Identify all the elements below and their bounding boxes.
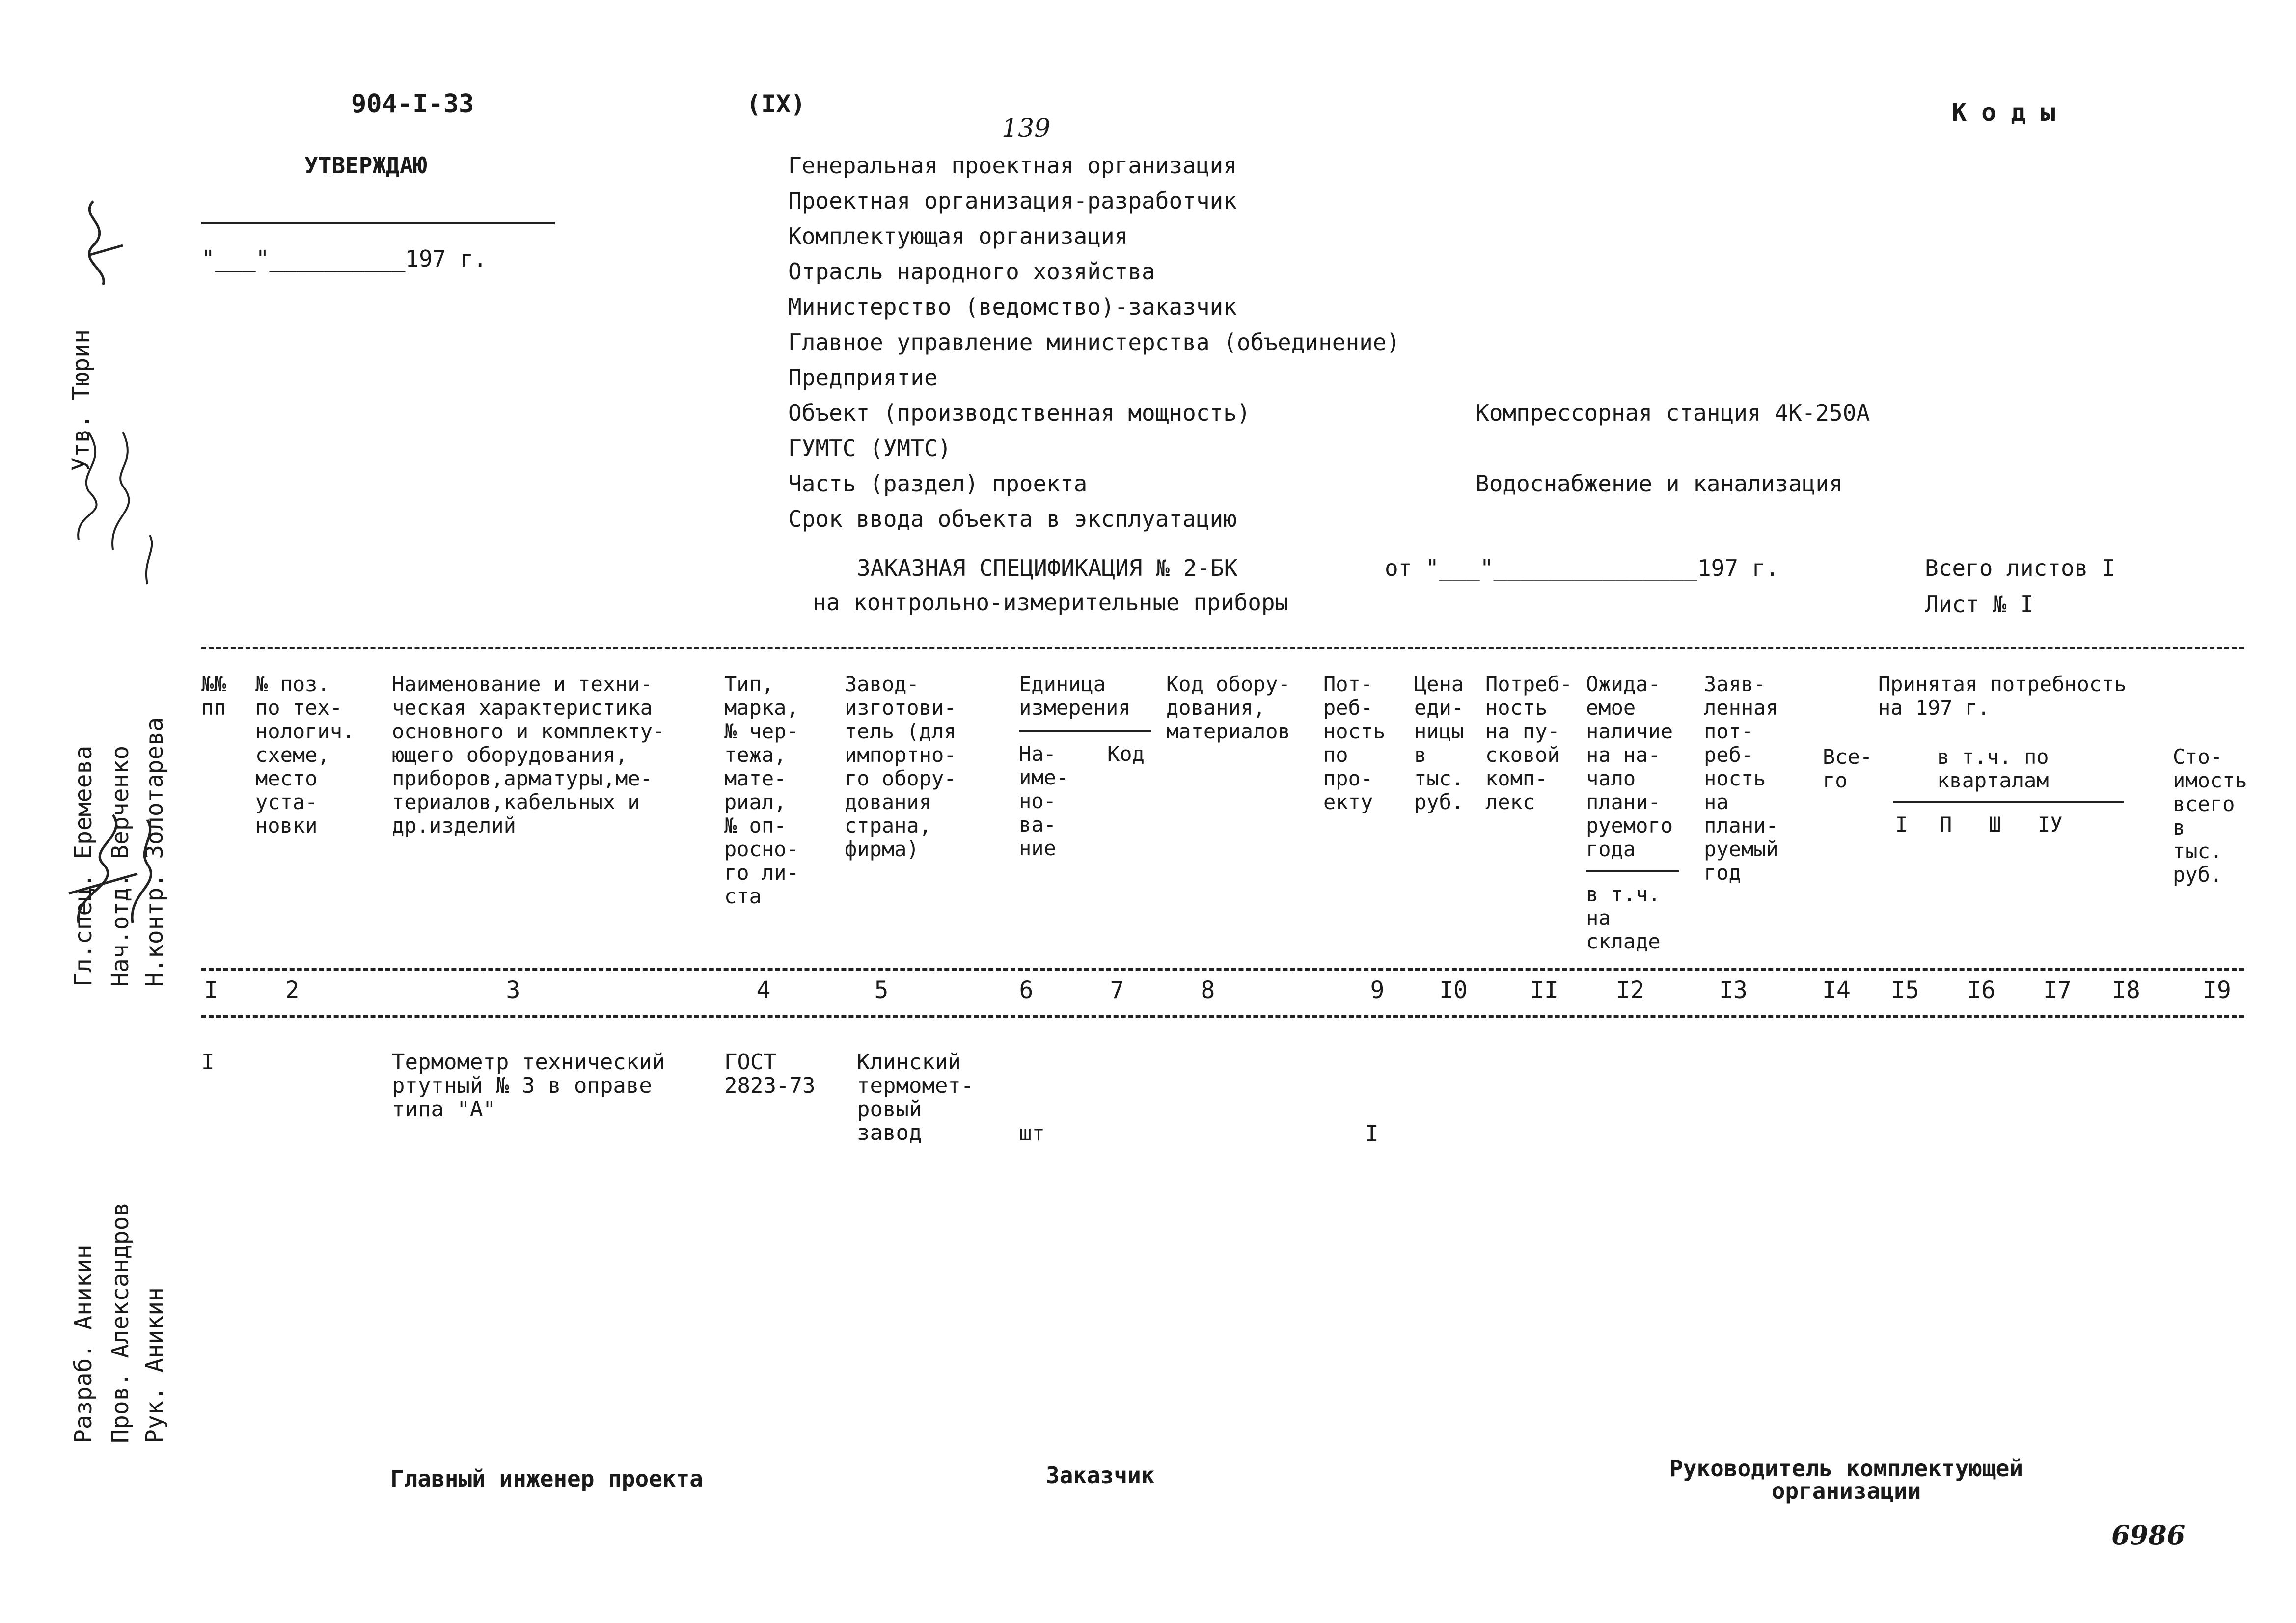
footer-org-head: Руководитель комплектующей организации (1669, 1455, 2023, 1504)
margin-chief-spec: Гл.спец. Еремеева (70, 745, 97, 987)
column-number: I3 (1719, 976, 1748, 1004)
approve-heading: УТВЕРЖДАЮ (304, 152, 427, 179)
column-number: I8 (2112, 976, 2140, 1004)
margin-manager: Рук. Аникин (141, 1287, 168, 1443)
quarter-4: IУ (2038, 812, 2063, 837)
margin-developer: Разраб. Аникин (70, 1244, 97, 1443)
org-field-label: Проектная организация-разработчик (788, 188, 1237, 214)
column-number: 3 (506, 976, 520, 1004)
org-field-label: Комплектующая организация (788, 223, 1128, 249)
margin-norm-control: Н.контр. Золотарева (141, 717, 168, 987)
col-header-9: Пот- реб- ность по про- екту (1323, 672, 1386, 814)
section-value: Водоснабжение и канализация (1476, 470, 1843, 497)
col-header-11: Потреб- ность на пу- сковой комп- лекс (1485, 672, 1573, 814)
column-number: 5 (874, 976, 889, 1004)
column-number: I (204, 976, 219, 1004)
margin-signatures-image (59, 196, 167, 1129)
col-header-13: Заяв- ленная пот- реб- ность на плани- руемый год (1704, 672, 1778, 885)
column-numbers-bottom-rule (201, 1015, 2244, 1018)
col-header-1: №№ пп (201, 672, 226, 720)
col-header-12-sub: в т.ч. на складе (1586, 882, 1661, 953)
org-field-label: Министерство (ведомство)-заказчик (788, 294, 1237, 320)
footer-customer: Заказчик (1046, 1462, 1155, 1488)
section-number: (IX) (746, 90, 806, 118)
column-number: II (1530, 976, 1558, 1004)
org-field-label: Часть (раздел) проекта (788, 470, 1088, 497)
org-field-label: Предприятие (788, 364, 938, 391)
table-top-rule (201, 647, 2244, 649)
column-number: 7 (1110, 976, 1124, 1004)
column-number: I6 (1967, 976, 1995, 1004)
page-number: 139 (1002, 114, 1051, 143)
col-header-6: На- име- но- ва- ние (1019, 742, 1069, 860)
row-unit: шт (1019, 1121, 1045, 1146)
column-number: I5 (1891, 976, 1919, 1004)
column-number: I7 (2043, 976, 2072, 1004)
sheet-number: Лист № I (1925, 591, 2034, 618)
col-header-8: Код обору- дования, материалов (1166, 672, 1290, 743)
col-header-unit: Единица измерения (1019, 672, 1131, 720)
spec-date: от "___"_______________197 г. (1385, 555, 1779, 581)
org-field-label: Объект (производственная мощность) (788, 400, 1251, 426)
org-field-label: Срок ввода объекта в эксплуатацию (788, 506, 1237, 532)
col-header-10: Цена еди- ницы в тыс. руб. (1414, 672, 1464, 814)
column-number: 2 (285, 976, 300, 1004)
stock-divider (1586, 870, 1679, 872)
column-number: I4 (1822, 976, 1851, 1004)
total-sheets: Всего листов I (1925, 555, 2115, 581)
object-value: Компрессорная станция 4К-250А (1476, 400, 1870, 426)
column-number: 9 (1370, 976, 1385, 1004)
quarters-divider (1893, 801, 2124, 803)
col-header-2: № поз. по тех- нологич. схеме, место уста- новки (255, 672, 355, 838)
column-number: I0 (1439, 976, 1468, 1004)
quarter-3: Ш (1989, 812, 2001, 837)
margin-checked: Пров. Александров (107, 1202, 134, 1443)
col-header-4: Тип, марка, № чер- тежа, мате- риал, № оп- росно- го ли- ста (724, 672, 799, 908)
quarter-1: I (1895, 812, 1908, 837)
footer-chief-engineer: Главный инженер проекта (390, 1465, 703, 1492)
col-header-3: Наименование и техни- ческая характеристика основного и комплекту- ющего оборудования, приборов,арматуры,ме- териалов,кабельных и др.изделий (392, 672, 665, 838)
column-number: 6 (1019, 976, 1034, 1004)
column-number: 8 (1201, 976, 1215, 1004)
margin-approved: Утв. Тюрин (67, 329, 95, 471)
footer-stamp: 6986 (2111, 1519, 2186, 1551)
org-field-label: Главное управление министерства (объединение) (788, 329, 1400, 355)
row-name: Термометр технический ртутный № 3 в оправе типа "А" (392, 1050, 665, 1122)
margin-dept-head: Нач.отд. Верченко (107, 745, 134, 987)
row-maker: Клинский термомет- ровый завод (857, 1050, 974, 1145)
row-qty: I (1365, 1120, 1379, 1147)
doc-number: 904-I-33 (351, 89, 474, 119)
org-field-label: ГУМТС (УМТС) (788, 435, 952, 461)
col-header-19: Сто- имость всего в тыс. руб. (2173, 745, 2247, 887)
approve-date-line: "___"__________197 г. (201, 245, 487, 272)
codes-label: К о д ы (1952, 98, 2055, 127)
col-header-7: Код (1107, 742, 1145, 766)
header-bottom-rule (201, 968, 2244, 971)
approve-signature-line (201, 222, 555, 224)
column-number: I2 (1616, 976, 1644, 1004)
spec-title: ЗАКАЗНАЯ СПЕЦИФИКАЦИЯ № 2-БК (857, 555, 1238, 581)
spec-subtitle: на контрольно-измерительные приборы (813, 589, 1289, 616)
col-header-accepted: Принятая потребность на 197 г. (1878, 672, 2127, 720)
org-field-label: Отрасль народного хозяйства (788, 258, 1155, 285)
org-field-label: Генеральная проектная организация (788, 152, 1237, 179)
quarters-label: в т.ч. по кварталам (1937, 745, 2049, 792)
column-number: I9 (2203, 976, 2231, 1004)
quarter-2: П (1940, 812, 1952, 837)
col-header-14: Все- го (1823, 745, 1873, 792)
row-number: I (201, 1050, 215, 1075)
col-header-12: Ожида- емое наличие на на- чало плани- руемого года (1586, 672, 1673, 861)
column-number: 4 (756, 976, 771, 1004)
unit-divider (1019, 730, 1151, 732)
row-type: ГОСТ 2823-73 (724, 1050, 816, 1098)
col-header-5: Завод- изготови- тель (для импортно- го обору- дования страна, фирма) (845, 672, 957, 861)
